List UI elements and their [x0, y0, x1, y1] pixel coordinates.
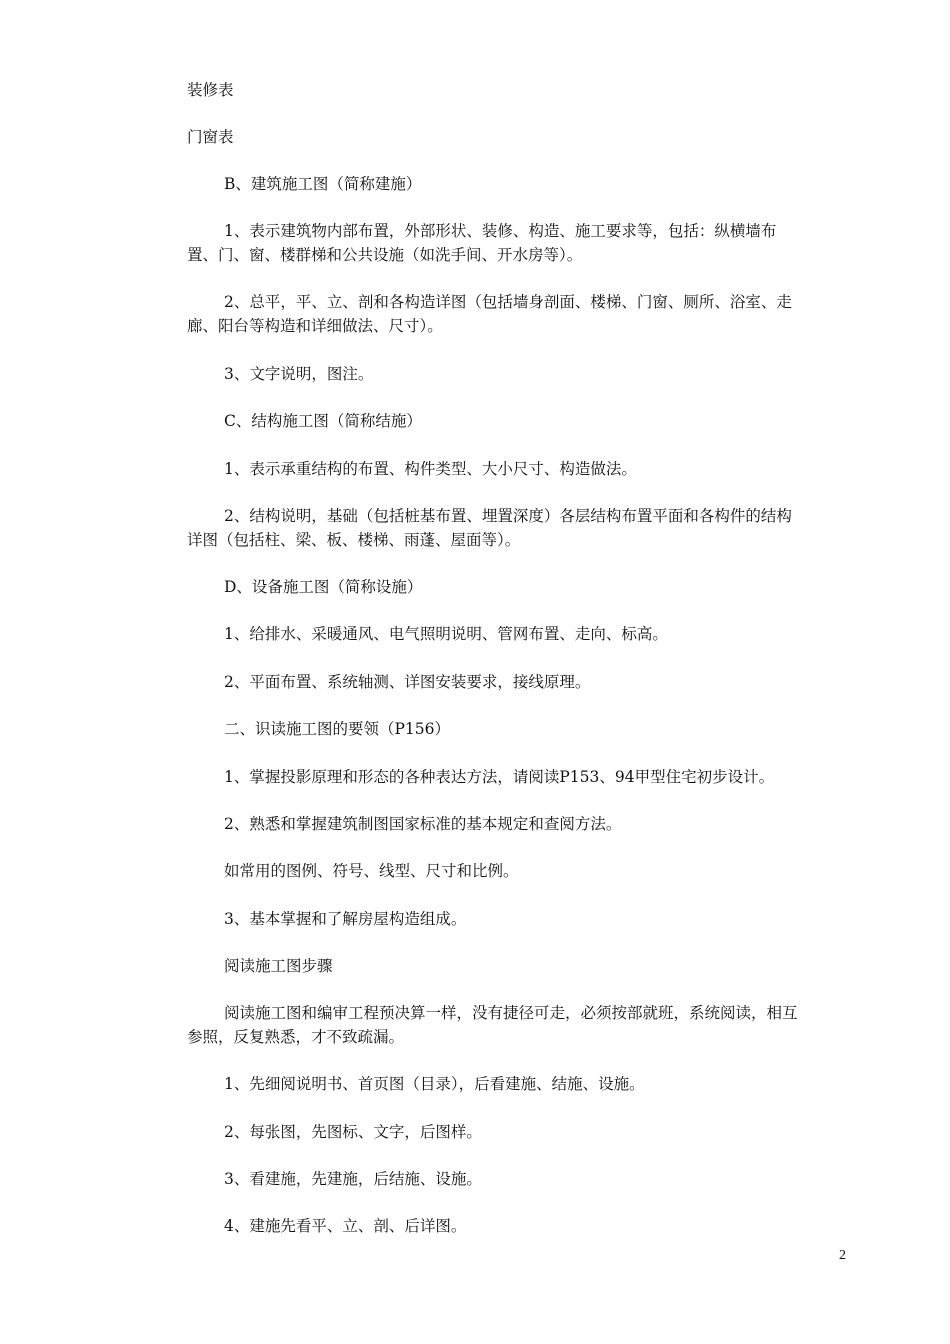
- page-number: 2: [839, 1248, 846, 1263]
- paragraph-reading-steps-intro: 阅读施工图和编审工程预决算一样，没有捷径可走，必须按部就班，系统阅读，相互参照，反复熟悉，才不致疏漏。: [187, 1004, 798, 1046]
- paragraph-equipment-item-2: 2、平面布置、系统轴测、详图安装要求，接线原理。: [224, 673, 591, 691]
- paragraph-essentials-item-2: 2、熟悉和掌握建筑制图国家标准的基本规定和查阅方法。: [224, 815, 622, 833]
- paragraph-step-3: 3、看建施，先建施，后结施、设施。: [224, 1170, 482, 1188]
- heading-structural-drawings: C、结构施工图（简称结施）: [224, 412, 422, 430]
- paragraph-architectural-item-3: 3、文字说明，图注。: [224, 365, 374, 383]
- paragraph-structural-item-1: 1、表示承重结构的布置、构件类型、大小尺寸、构造做法。: [224, 460, 637, 478]
- paragraph-architectural-item-2: 2、总平，平、立、剖和各构造详图（包括墙身剖面、楼梯、门窗、厕所、浴室、走廊、阳台等构造和详细做法、尺寸）。: [187, 293, 792, 335]
- paragraph-step-2: 2、每张图，先图标、文字，后图样。: [224, 1123, 482, 1141]
- paragraph-decoration-table: 装修表: [187, 81, 234, 99]
- heading-reading-essentials: 二、识读施工图的要领（P156）: [224, 720, 451, 738]
- paragraph-step-4: 4、建施先看平、立、剖、后详图。: [224, 1217, 467, 1235]
- paragraph-step-1: 1、先细阅说明书、首页图（目录），后看建施、结施、设施。: [224, 1075, 645, 1093]
- heading-equipment-drawings: D、设备施工图（简称设施）: [224, 578, 423, 596]
- paragraph-essentials-item-3: 3、基本掌握和了解房屋构造组成。: [224, 910, 467, 928]
- paragraph-essentials-note: 如常用的图例、符号、线型、尺寸和比例。: [224, 862, 519, 880]
- paragraph-structural-item-2: 2、结构说明，基础（包括桩基布置、埋置深度）各层结构布置平面和各构件的结构详图（包括柱、梁、板、楼梯、雨蓬、屋面等）。: [187, 507, 792, 549]
- paragraph-equipment-item-1: 1、给排水、采暖通风、电气照明说明、管网布置、走向、标高。: [224, 625, 668, 643]
- heading-reading-steps: 阅读施工图步骤: [224, 957, 333, 975]
- paragraph-door-window-table: 门窗表: [187, 128, 234, 146]
- paragraph-essentials-item-1: 1、掌握投影原理和形态的各种表达方法，请阅读P153、94甲型住宅初步设计。: [224, 768, 775, 786]
- heading-architectural-drawings: B、建筑施工图（简称建施）: [224, 175, 422, 193]
- paragraph-architectural-item-1: 1、表示建筑物内部布置，外部形状、装修、构造、施工要求等，包括：纵横墙布置、门、窗、楼群梯和公共设施（如洗手间、开水房等）。: [187, 222, 777, 264]
